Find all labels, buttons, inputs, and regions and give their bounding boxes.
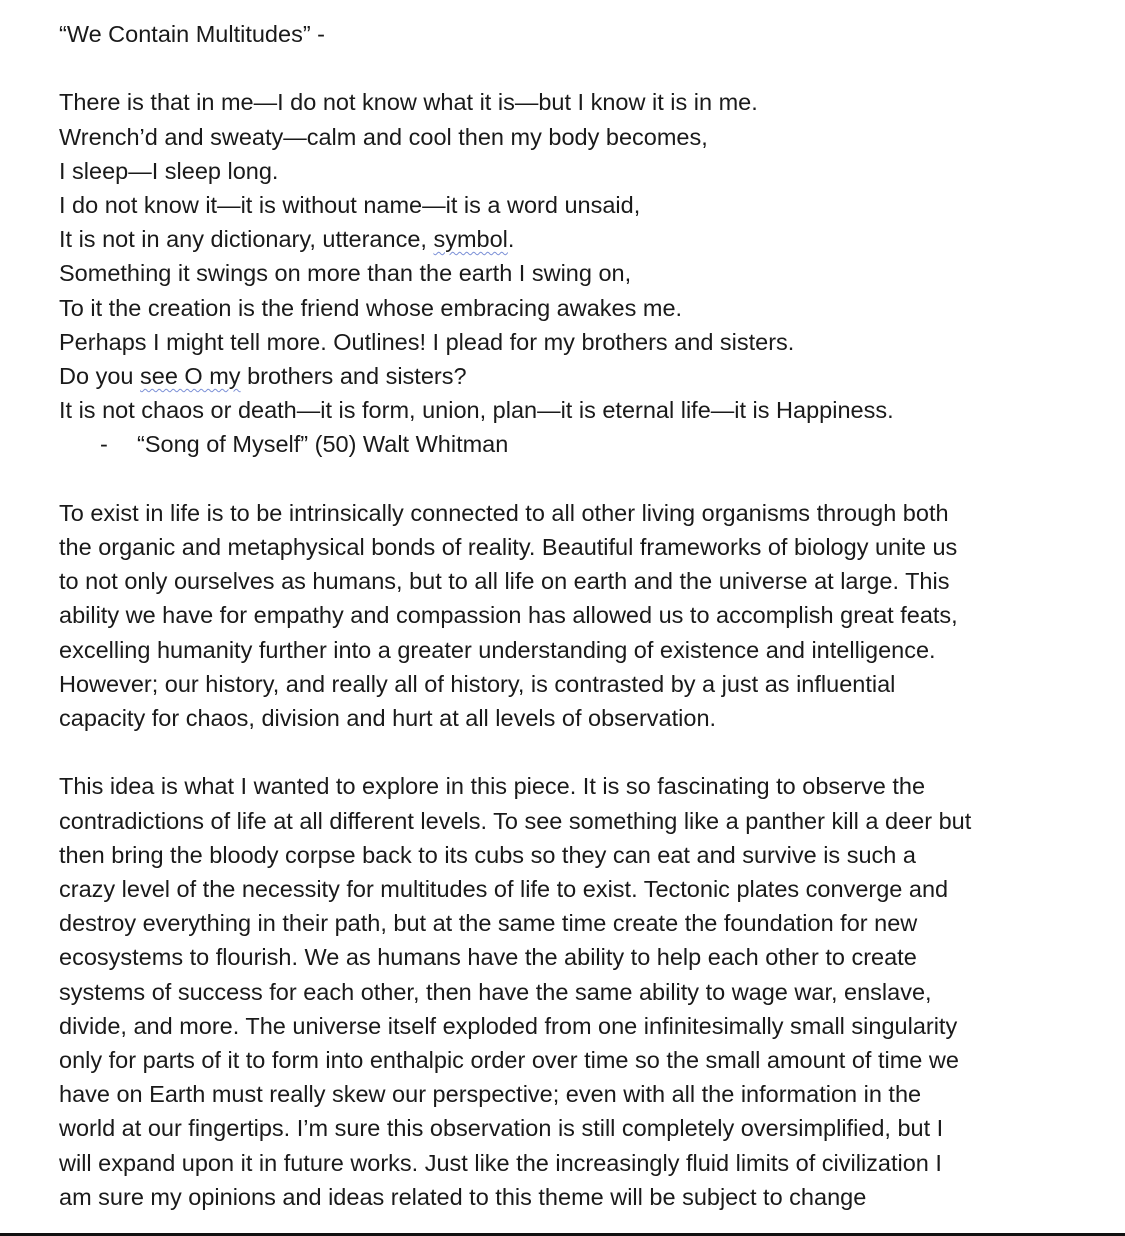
poem-line: Something it swings on more than the earth I swing on, (59, 260, 632, 287)
paragraph-line: world at our fingertips. I’m sure this observation is still completely oversimplified, but I (59, 1115, 944, 1142)
paragraph-line: have on Earth must really skew our perspective; even with all the information in the (59, 1081, 922, 1108)
attribution-text: “Song of Myself” (50) Walt Whitman (137, 431, 509, 458)
poem-line: I sleep—I sleep long. (59, 157, 279, 184)
poem-line-text: brothers and sisters? (240, 363, 467, 390)
poem-attribution (59, 427, 1109, 461)
poem-line (59, 359, 1109, 393)
paragraph-line: To exist in life is to be intrinsically connected to all other living organisms through both (59, 499, 949, 526)
spellcheck-flagged-word[interactable]: symbol (433, 226, 508, 253)
paragraph-line: will expand upon it in future works. Just like the increasingly fluid limits of civilization I (59, 1149, 942, 1176)
poem-line-text: . (507, 226, 515, 253)
paragraph-intro (59, 496, 1109, 735)
paragraph-exploration (59, 769, 1109, 1214)
paragraph-line: only for parts of it to form into enthalpic order over time so the small amount of time we (59, 1047, 959, 1074)
paragraph-line: then bring the bloody corpse back to its cubs so they can eat and survive is such a (59, 841, 916, 868)
poem-line: Perhaps I might tell more. Outlines! I plead for my brothers and sisters. (59, 328, 795, 355)
paragraph-line: am sure my opinions and ideas related to this theme will be subject to change (59, 1183, 867, 1210)
poem-line: There is that in me—I do not know what it is—but I know it is in me. (59, 89, 758, 116)
paragraph-line: to not only ourselves as humans, but to all life on earth and the universe at large. This (59, 568, 950, 595)
paragraph-line: excelling humanity further into a greater understanding of existence and intelligence. (59, 636, 936, 663)
poem-line: To it the creation is the friend whose embracing awakes me. (59, 294, 683, 321)
paragraph-line: systems of success for each other, then have the same ability to wage war, enslave, (59, 978, 932, 1005)
paragraph-line: divide, and more. The universe itself exploded from one infinitesimally small singularity (59, 1012, 958, 1039)
poem-line-text: It is not in any dictionary, utterance, (59, 226, 434, 253)
paragraph-line: ecosystems to flourish. We as humans have the ability to help each other to create (59, 944, 917, 971)
document-body (59, 17, 1109, 1214)
paragraph-line: crazy level of the necessity for multitudes of life to exist. Tectonic plates converge and (59, 876, 949, 903)
poem-excerpt (59, 85, 1109, 461)
paragraph-line: capacity for chaos, division and hurt at all levels of observation. (59, 705, 717, 732)
paragraph-line: destroy everything in their path, but at the same time create the foundation for new (59, 910, 918, 937)
spellcheck-flagged-word[interactable]: see O my (140, 363, 241, 390)
paragraph-line: However; our history, and really all of history, is contrasted by a just as influential (59, 670, 896, 697)
paragraph-line: This idea is what I wanted to explore in this piece. It is so fascinating to observe the (59, 773, 926, 800)
poem-line (59, 222, 1109, 256)
paragraph-line: the organic and metaphysical bonds of reality. Beautiful frameworks of biology unite us (59, 534, 958, 561)
spacer (59, 51, 1109, 85)
poem-line: I do not know it—it is without name—it is a word unsaid, (59, 192, 641, 218)
poem-line-text: Do you (59, 363, 140, 390)
spacer (59, 462, 1109, 496)
spacer (59, 735, 1109, 769)
poem-line: It is not chaos or death—it is form, union, plan—it is eternal life—it is Happiness. (59, 397, 894, 424)
paragraph-line: contradictions of life at all different levels. To see something like a panther kill a deer but (59, 807, 972, 834)
poem-line: Wrench’d and sweaty—calm and cool then my body becomes, (59, 123, 708, 150)
list-bullet: - (100, 431, 108, 458)
paragraph-line: ability we have for empathy and compassion has allowed us to accomplish great feats, (59, 602, 958, 629)
document-title: “We Contain Multitudes” - (59, 21, 325, 47)
